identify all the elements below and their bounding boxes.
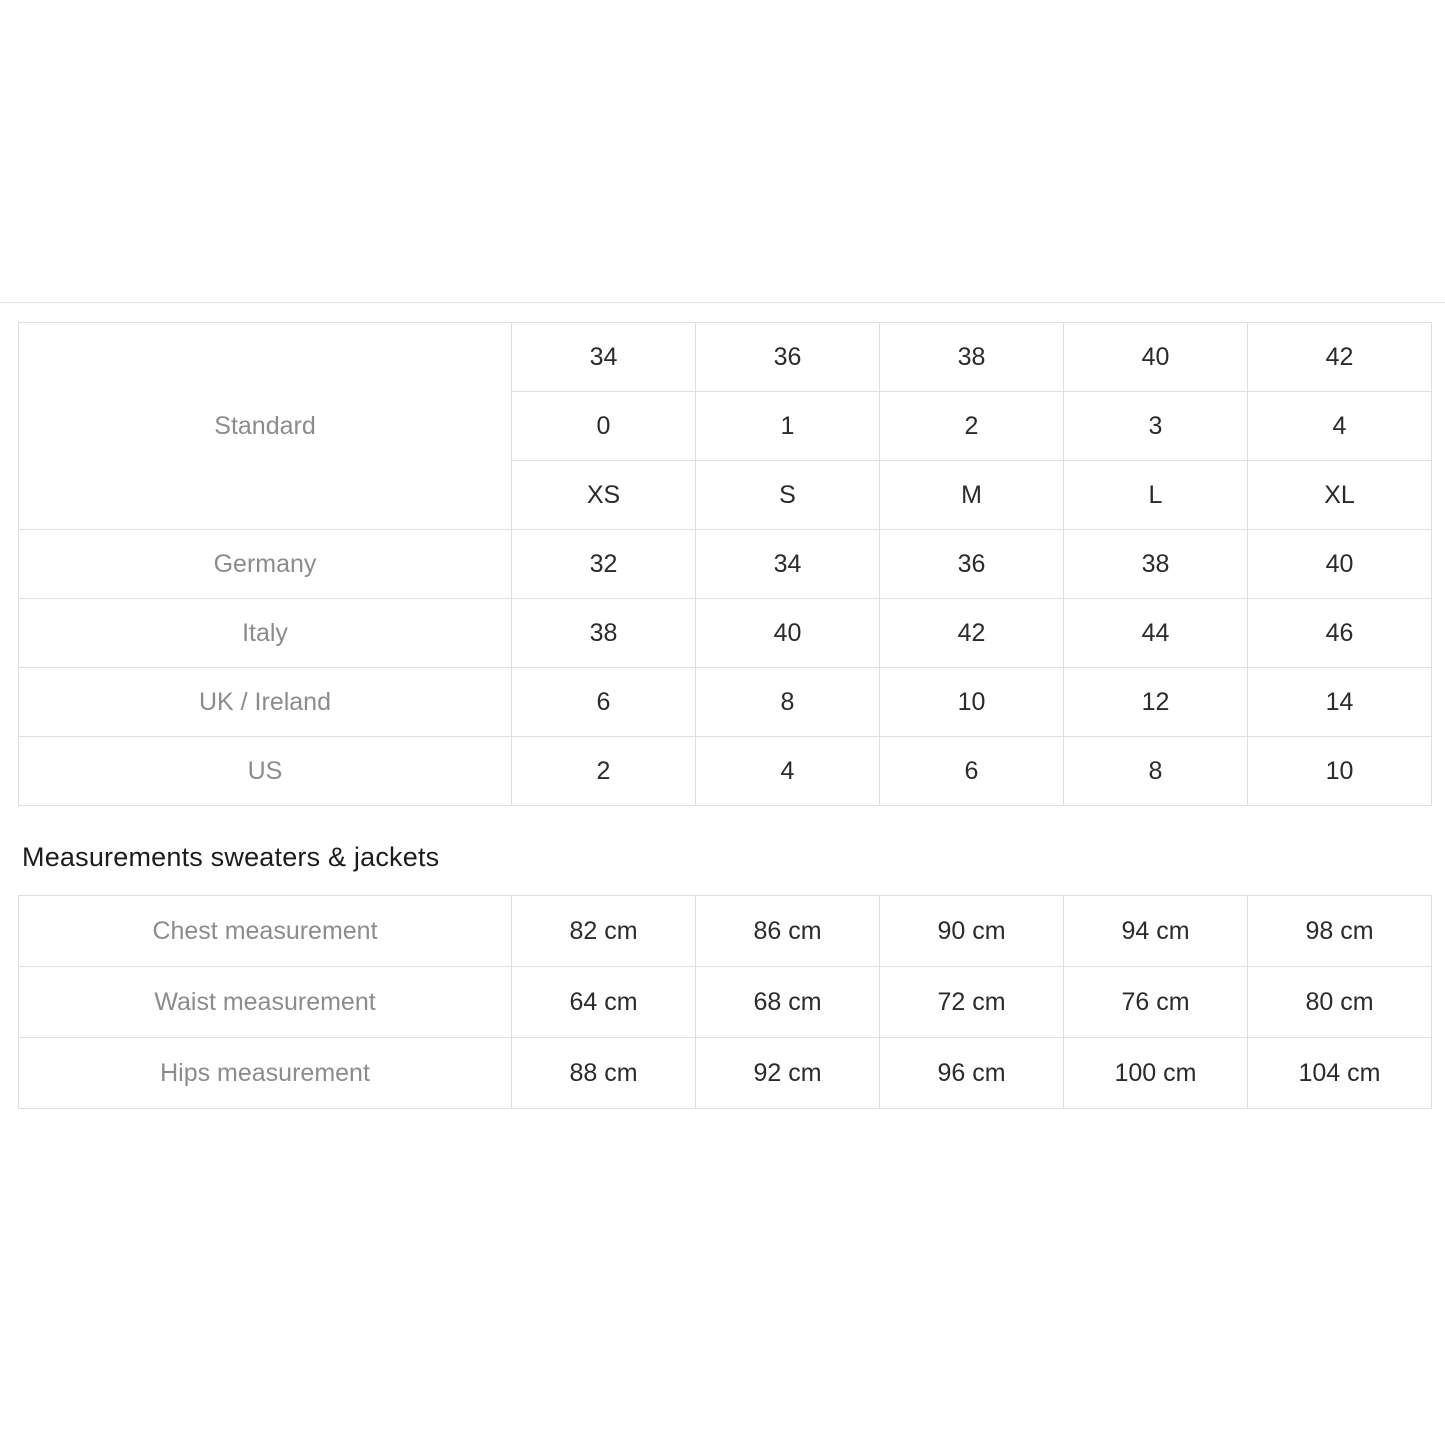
measurement-value-cell: 80 cm [1248,967,1432,1038]
measurement-value-cell: 76 cm [1064,967,1248,1038]
standard-size-cell: L [1064,461,1248,530]
table-row [19,737,1432,806]
standard-size-cell: 3 [1064,392,1248,461]
measurement-value-cell: 94 cm [1064,896,1248,967]
region-label-cell: Italy [19,599,512,668]
region-size-cell: 6 [880,737,1064,806]
header-divider [0,302,1445,303]
region-size-cell: 12 [1064,668,1248,737]
measurement-value-cell: 96 cm [880,1038,1064,1109]
standard-size-cell: 36 [696,323,880,392]
region-size-cell: 6 [512,668,696,737]
standard-label-cell: Standard [19,323,512,530]
region-size-cell: 14 [1248,668,1432,737]
measurement-label-cell: Waist measurement [19,967,512,1038]
measurements-section-title: Measurements sweaters & jackets [22,842,440,872]
region-size-cell: 8 [696,668,880,737]
region-size-cell: 2 [512,737,696,806]
measurement-value-cell: 98 cm [1248,896,1432,967]
standard-size-cell: 38 [880,323,1064,392]
region-size-cell: 34 [696,530,880,599]
table-row [19,599,1432,668]
table-row [19,668,1432,737]
region-size-cell: 46 [1248,599,1432,668]
measurement-value-cell: 92 cm [696,1038,880,1109]
size-conversion-table [18,322,1432,806]
region-size-cell: 40 [696,599,880,668]
measurement-value-cell: 72 cm [880,967,1064,1038]
region-size-cell: 10 [880,668,1064,737]
measurement-label-cell: Chest measurement [19,896,512,967]
table-row [19,323,1432,392]
measurement-value-cell: 100 cm [1064,1038,1248,1109]
region-size-cell: 36 [880,530,1064,599]
region-size-cell: 40 [1248,530,1432,599]
standard-size-cell: M [880,461,1064,530]
measurements-table [18,895,1432,1109]
region-size-cell: 38 [1064,530,1248,599]
region-label-cell: UK / Ireland [19,668,512,737]
standard-size-cell: 34 [512,323,696,392]
region-label-cell: Germany [19,530,512,599]
table-row [19,530,1432,599]
region-size-cell: 4 [696,737,880,806]
region-size-cell: 10 [1248,737,1432,806]
region-size-cell: 44 [1064,599,1248,668]
standard-size-cell: 4 [1248,392,1432,461]
standard-size-cell: 40 [1064,323,1248,392]
size-guide-content [18,322,1427,1109]
measurement-value-cell: 64 cm [512,967,696,1038]
standard-size-cell: 0 [512,392,696,461]
region-size-cell: 32 [512,530,696,599]
measurement-value-cell: 86 cm [696,896,880,967]
region-size-cell: 8 [1064,737,1248,806]
measurement-label-cell: Hips measurement [19,1038,512,1109]
standard-size-cell: 2 [880,392,1064,461]
region-label-cell: US [19,737,512,806]
standard-size-cell: 42 [1248,323,1432,392]
standard-size-cell: XL [1248,461,1432,530]
measurement-value-cell: 104 cm [1248,1038,1432,1109]
measurement-value-cell: 90 cm [880,896,1064,967]
measurement-value-cell: 68 cm [696,967,880,1038]
measurement-value-cell: 88 cm [512,1038,696,1109]
measurement-value-cell: 82 cm [512,896,696,967]
region-size-cell: 38 [512,599,696,668]
table-row [19,967,1432,1038]
table-row [19,896,1432,967]
standard-size-cell: 1 [696,392,880,461]
standard-size-cell: S [696,461,880,530]
standard-size-cell: XS [512,461,696,530]
region-size-cell: 42 [880,599,1064,668]
table-row [19,1038,1432,1109]
